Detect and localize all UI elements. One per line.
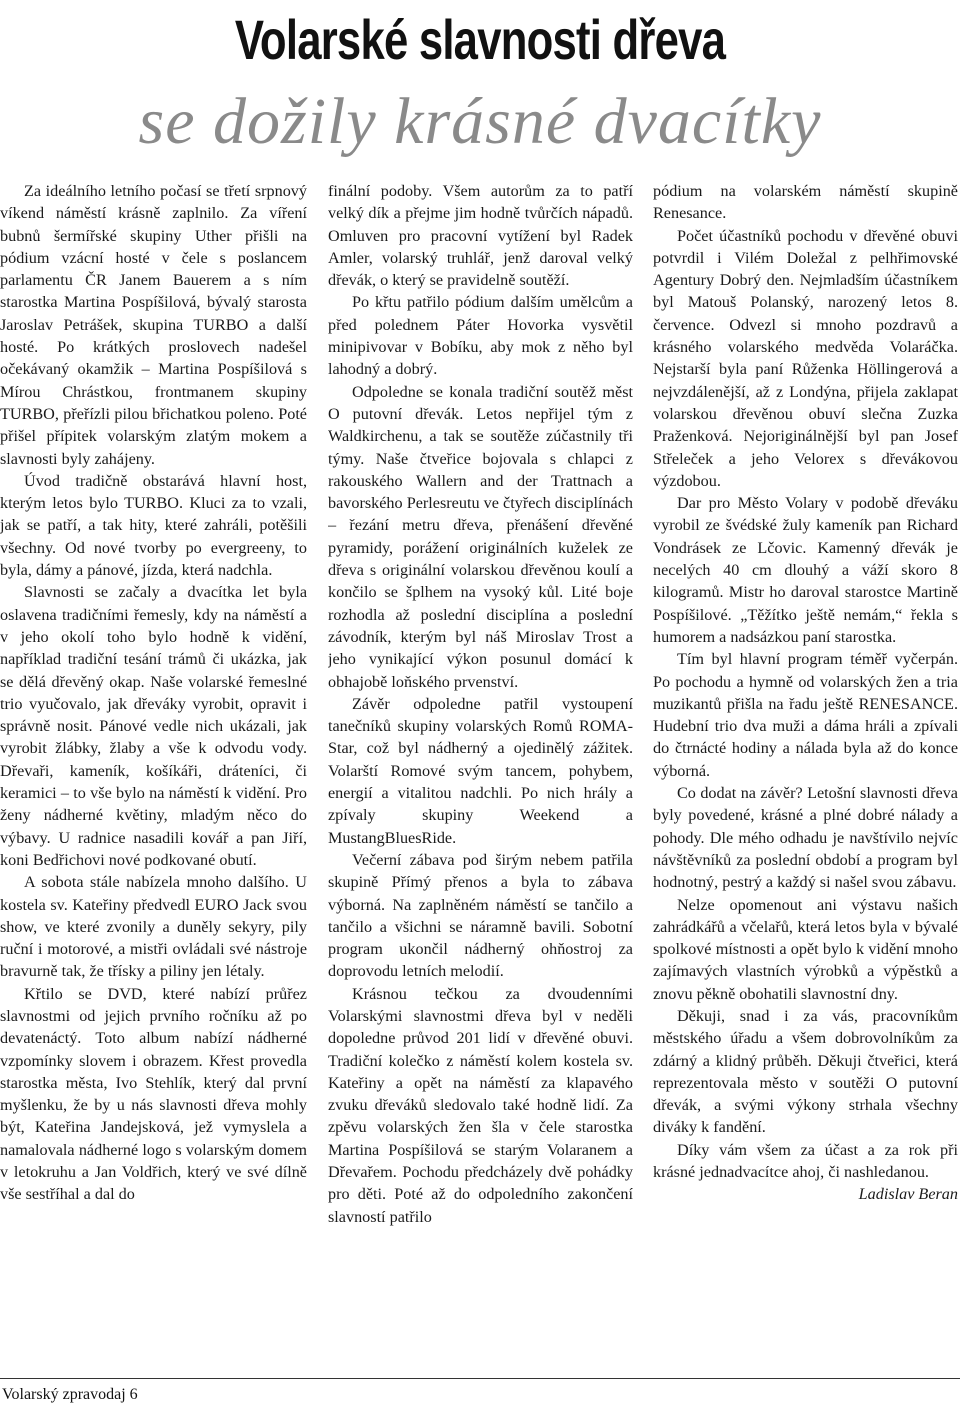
paragraph: Po křtu patřilo pódium dalším umělcům a před polednem Páter Hovorka vysvětil minipivovar v Bobíku, aby mok z něho byl lahodný a dobrý. (328, 293, 633, 379)
paragraph: Odpoledne se konala tradiční soutěž měst O putovní dřevák. Letos nepřijel tým z Waldkirchenu, a tak se soutěže zúčastnily tři týmy. Naše čtveřice bojovala s chlapci z rakouského Wallern and der Trattnach a bavorského Perlesreutu ve čtyřech disciplínách – řezání metru dřeva, přenášení dřevěné pyramidy, porážení originálních kuželek ze dřeva s originální volarskou dřevěnou koulí a končilo se šplhem na vysoký kůl. Lité boje rozhodla až poslední disciplína a poslední závodník, kterým byl náš Miroslav Trost a jeho vynikající výkon posunul domácí k obhajobě loňského prvenství. (328, 382, 633, 691)
paragraph: Děkuji, snad i za vás, pracovníkům městského úřadu a všem dobrovolníkům za zdárný a klidný průběh. Děkuji čtveřici, která reprezentovala město v soutěži O putovní dřevák, a svými výkony strhala všechny diváky k fandění. (653, 1006, 958, 1137)
article-subtitle: se dožily krásné dvacítky (138, 85, 822, 158)
footer-publication: Volarský zpravodaj 6 (2, 1386, 138, 1403)
paragraph: Úvod tradičně obstarává hlavní host, kterým letos bylo TURBO. Kluci za to vzali, jak se patří, a tak hity, které zahráli, potěšili všechny. Od nové tvorby po evergreeny, to byla, dámy a pánové, jízda, která nadchla. (0, 471, 307, 580)
paragraph: Počet účastníků pochodu v dřevěné obuvi potvrdil i Vilém Doležal z pelhřimovské Agentury Dobrý den. Nejmladším účastníkem byl Matouš Polanský, narozený letos 8. července. Odvezl si mnoho pozdravů a krásného volarského medvěda Volaráčka. Nejstarší byla paní Růženka Höllingerová a nejvzdálenější, až z Londýna, přijela zaklapat volarskou dřevěnou obuví slečna Zuzka Praženková. Nejoriginálnější byl pan Josef Střeleček a jeho Velorex s dřevákovou výzdobou. (653, 226, 958, 490)
paragraph: Slavnosti se začaly a dvacítka let byla oslavena tradičními řemesly, kdy na náměstí a v jeho okolí toho bylo hodně k vidění, například tradiční tesání trámů či ukázka, jak se dělá dřevěný okap. Naše volarské řemeslné trio vyučovalo, jak dřeváky vyrobit, opravit i správně nosit. Pánové vedle nich ukázali, jak vyrobit žlábky, žlaby a vše k odvodu vody. Dřevaři, kameník, košíkáři, dráteníci, či keramici – to vše bylo na náměstí k vidění. Pro ženy nádherné květiny, mladým něco do výbavy. U radnice nasadili kovář a pan Jiří, koni Bedřichovi nové podkované obutí. (0, 583, 307, 869)
text-column-3 (653, 180, 958, 1355)
paragraph: Dar pro Město Volary v podobě dřeváku vyrobil ze švédské žuly kameník pan Richard Vondrásek ze Lčovic. Kamenný dřevák je necelých 40 cm dlouhý a váží skoro 8 kilogramů. Mistr ho daroval starostce Martině Pospíšilové. „Těžítko ještě nemám,“ řekla s humorem a nadsázkou paní starostka. (653, 494, 958, 646)
paragraph: pódium na volarském náměstí skupině Renesance. (653, 182, 958, 223)
paragraph: Tím byl hlavní program téměř vyčerpán. Po pochodu a hymně od volarských žen a tria muzikantů přišla na řadu ještě RENESANCE. Hudební trio dva muži a dáma hráli a zpívali do čtrnácté hodiny a nálada byla až do konce výborná. (653, 650, 958, 780)
author-signature: Ladislav Beran (858, 1185, 958, 1204)
article-title: Volarské slavnosti dřeva (234, 8, 726, 71)
paragraph: A sobota stále nabízela mnoho dalšího. U kostela sv. Kateřiny předvedl EURO Jack svou show, ve které zvonily a duněly sekyry, pily ruční i motorové, a mistři ovládali své nástroje bravurně tak, že třísky a piliny jen létaly. (0, 873, 307, 981)
paragraph: Co dodat na závěr? Letošní slavnosti dřeva byly povedené, krásné a plné dobré nálady a pohody. Dle mého odhadu je navštívilo nejvíc návštěvníků za poslední období a program byl hodnotný, pestrý a každý si našel svou zábavu. (653, 784, 958, 892)
paragraph: Díky vám všem za účast a za rok při krásné jednadvacítce ahoj, či nashledanou. (653, 1140, 958, 1182)
paragraph: Krásnou tečkou za dvoudenními Volarskými slavnostmi dřeva byl v neděli dopoledne průvod 201 lidí v dřevěné obuvi. Tradiční kolečko z náměstí kolem kostela sv. Kateřiny a opět na náměstí za klapavého zvuku dřeváků sledovalo také hodně lidí. Za zpěvu volarských žen šla v čele starostka Martina Pospíšilová se starým Volaranem a Dřevařem. Pochodu předcházely dvě pohádky pro děti. Poté až do odpoledního zakončení slavností patřilo (328, 984, 633, 1226)
paragraph: Křtilo se DVD, které nabízí průřez slavnostmi od jejich prvního ročníku až po devatenáctý. Toto album nabízí nádherné vzpomínky slovem i obrazem. Křest provedla starostka města, Ivo Stehlík, který dal první myšlenku, že by u nás slavnosti dřeva mohly být, Kateřina Jandejsková, jež vymyslela a namalovala nádherné logo s volarským domem v letokruhu a Jan Voldřich, který ve své dílně vše sestříhal a dal do (0, 984, 307, 1204)
paragraph: Za ideálního letního počasí se třetí srpnový víkend náměstí krásně zaplnilo. Za víření bubnů šermířské skupiny Uther přišli na pódium vzácní hosté v čele s poslancem parlamentu ČR Janem Bauerem a s ním starostka Martina Pospíšilová, bývalý starosta Jaroslav Petrášek, skupina TURBO a další hosté. Po krátkých proslovech nadešel očekávaný okamžik – Martina Pospíšilová s Mírou Chrástkou, frontmanem skupiny TURBO, přeřízli pilou břichatkou poleno. Poté přišel přípitek volarským zlatým mokem a slavnosti byly zahájeny. (0, 182, 307, 468)
paragraph: Závěr odpoledne patřil vystoupení tanečníků skupiny volarských Romů ROMA-Star, což byl nádherný a ojedinělý zážitek. Volarští Romové svým tancem, pohybem, energií a vitalitou nadchli. Po nich hrály a zpívaly skupiny Weekend a MustangBluesRide. (328, 694, 633, 847)
article-body (0, 180, 960, 1355)
paragraph: finální podoby. Všem autorům za to patří velký dík a přejme jim hodně tvůrčích nápadů. Omluven pro pracovní vytížení byl Radek Amler, volarský truhlář, jenž daroval velký dřevák, o který se pravidelně soutěží. (328, 182, 633, 290)
paragraph: Večerní zábava pod širým nebem patřila skupině Přímý přenos a byla to zábava výborná. Na zaplněném náměstí se tančilo a tančilo a všichni se náramně bavili. Sobotní program ukončil nádherný ohňostroj za doprovodu letních melodií. (328, 850, 633, 981)
text-column-1 (0, 180, 307, 1355)
headline (0, 0, 960, 170)
paragraph: Nelze opomenout ani výstavu našich zahrádkářů a včelařů, která letos byla v bývalé spolkové místnosti a opět bylo k vidění mnoho zajímavých vlastních výrobků a výpěstků a znovu pěkně obohatili slavnostní dny. (653, 895, 958, 1003)
text-column-2 (328, 180, 633, 1355)
footer-divider (0, 1378, 960, 1379)
